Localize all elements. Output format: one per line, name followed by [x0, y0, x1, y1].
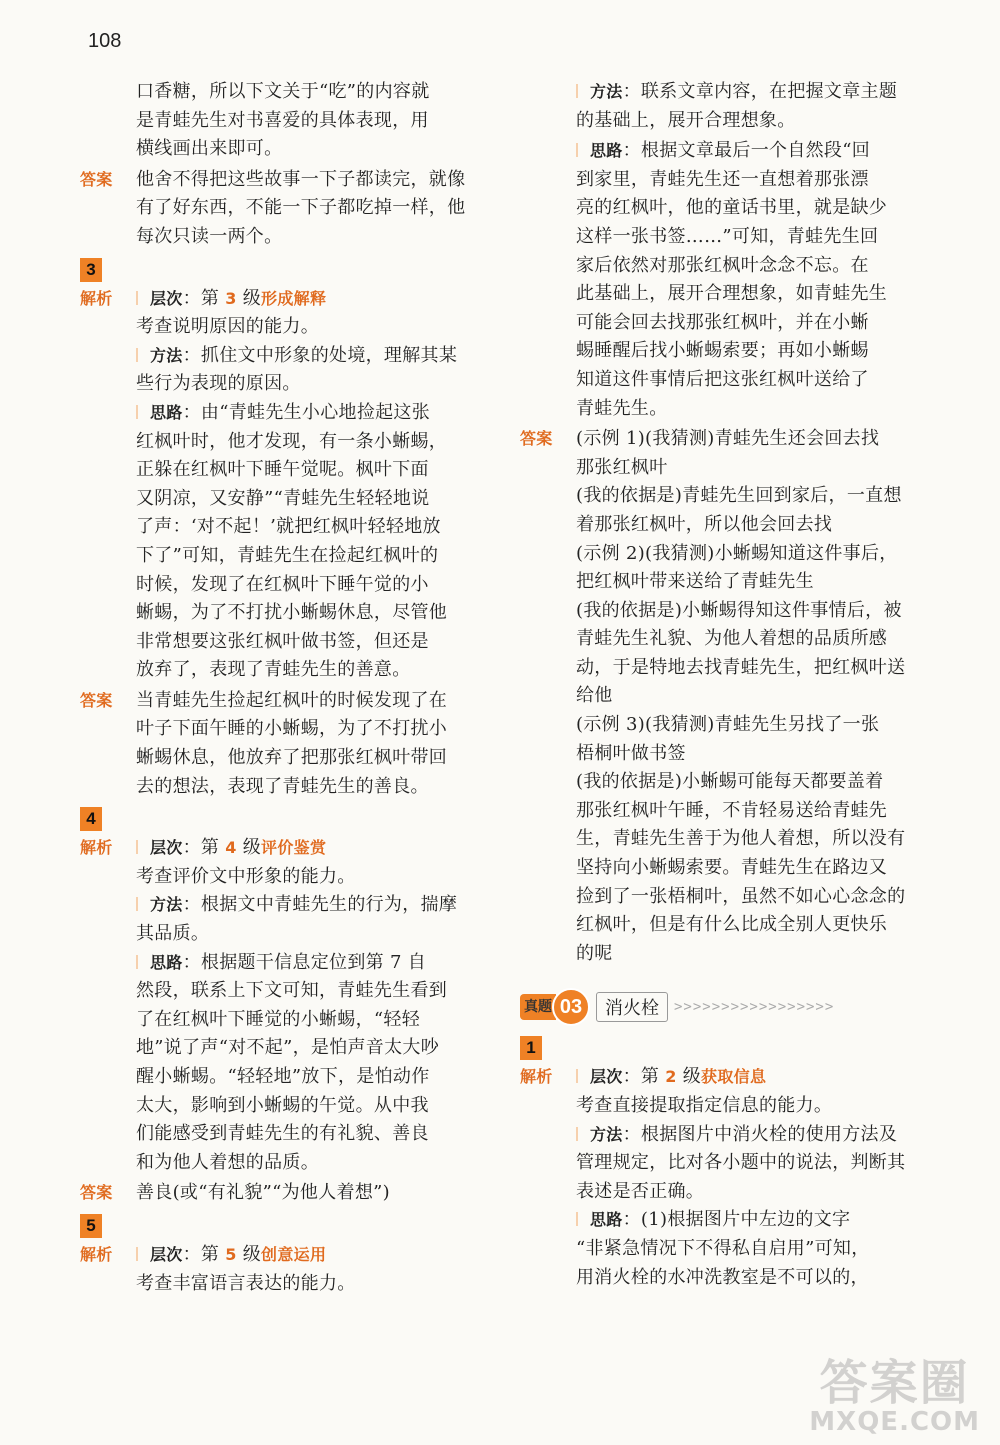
section-header: [520, 990, 930, 1024]
analysis-label: 解析: [80, 838, 113, 858]
marker-icon: [136, 840, 148, 854]
marker-icon: [576, 84, 588, 98]
answer-q2-examples: 答案 (示例 1)(我猜测)青蛙先生还会回去找 那张红枫叶 (我的依据是)青蛙先生回到家后，一直想 着那张红枫叶，所以他会回去找 (示例 2)(我猜测)小蜥蜴知道这件事后， 把红枫叶带来送给了青蛙先生 (我的依据是)小蜥蜴得知这件事情后，被 青蛙先生礼貌、为他人着想的品质所感 动，于是特地去找青蛙先生，把红枫叶送 给他 (示例 3)(我猜测)青蛙先生另找了一张 梧桐叶做书签 (我的依据是)小蜥蜴可能每天都要盖着 那张红枫叶午睡，不肯轻易送给青蛙先 生，青蛙先生善于为他人着想，所以没有 坚持向小蜥蜴索要。青蛙先生在路边又 捡到了一张梧桐叶，虽然不如心心念念的 红枫叶，但是有什么比成全别人更快乐 的呢: [520, 425, 930, 968]
question-number-1: 1: [520, 1036, 542, 1060]
analysis-q4: 解析 层次：第 4 级评价鉴赏 考查评价文中形象的能力。 方法：根据文中青蛙先生的行为，揣摩 其品质。 思路：根据题干信息定位到第 7 自 然段，联系上下文可知，青蛙先生看到 了在红枫叶下睡觉的小蜥蜴，“轻轻 地”说了声“对不起”，是怕声音太大吵 醒小蜥蜴。“轻轻地”放下，是怕动作 太大，影响到小蜥蜴的午觉。从中我 们能感受到青蛙先生的有礼貌、善良 和为他人着想的品质。: [80, 834, 490, 1177]
section-title: 消火栓: [596, 992, 668, 1022]
analysis-q3: 解析 层次：第 3 级形成解释 考查说明原因的能力。 方法：抓住文中形象的处境，理解其某 些行为表现的原因。 思路：由“青蛙先生小心地捡起这张 红枫叶时，他才发现，有一条小蜥蜴， 正躲在红枫叶下睡午觉呢。枫叶下面 又阴凉，又安静”“青蛙先生轻轻地说 了声：‘对不起！’就把红枫叶轻轻地放 下了”可知，青蛙先生在捡起红枫叶的 时候，发现了在红枫叶下睡午觉的小 蜥蜴，为了不打扰小蜥蜴休息，尽管他 非常想要这张红枫叶做书签，但还是 放弃了，表现了青蛙先生的善意。: [80, 285, 490, 685]
arrow-chevrons-icon: >>>>>>>>>>>>>>>>>: [674, 999, 835, 1016]
analysis-label: 解析: [80, 288, 113, 308]
analysis-q5: 解析 层次：第 5 级创意运用 考查丰富语言表达的能力。: [80, 1241, 490, 1298]
question-number-5: 5: [80, 1214, 102, 1238]
answer-q4: 答案 善良(或“有礼貌”“为他人着想”): [80, 1179, 490, 1208]
page-number: 108: [88, 30, 122, 52]
marker-icon: [576, 1212, 588, 1226]
marker-icon: [136, 348, 148, 362]
answer-label: 答案: [520, 429, 553, 449]
marker-icon: [576, 1069, 588, 1083]
analysis-label: 解析: [520, 1067, 553, 1087]
answer-label: 答案: [80, 690, 113, 710]
answer-q3: 答案 当青蛙先生捡起红枫叶的时候发现了在 叶子下面午睡的小蜥蜴，为了不打扰小 蜥蜴休息，他放弃了把那张红枫叶带回 去的想法，表现了青蛙先生的善良。: [80, 687, 490, 801]
marker-icon: [136, 405, 148, 419]
right-column: [520, 78, 930, 1294]
analysis-label: 解析: [80, 1244, 113, 1264]
marker-icon: [136, 1247, 148, 1261]
thought-q2: 思路：根据文章最后一个自然段“回 到家里，青蛙先生还一直想着那张漂 亮的红枫叶，他的童话书里，就是缺少 这样一张书签……”可知，青蛙先生回 家后依然对那张红枫叶念念不忘。在 此基础上，展开合理想象，如青蛙先生 可能会回去找那张红枫叶，并在小蜥 蜴睡醒后找小蜥蜴索要；再如小蜥蜴 知道这件事情后把这张红枫叶送给了 青蛙先生。: [576, 140, 888, 419]
question-number-3: 3: [80, 258, 102, 282]
marker-icon: [576, 143, 588, 157]
question-number-4: 4: [80, 807, 102, 831]
left-column: [80, 78, 490, 1300]
method-q2: 方法：联系文章内容，在把握文章主题 的基础上，展开合理想象。: [576, 81, 898, 131]
answer-q2: 答案 他舍不得把这些故事一下子都读完，就像 有了好东西，不能一下子都吃掉一样，他 每次只读一两个。: [80, 166, 490, 252]
section-number: 03: [552, 988, 590, 1026]
section-badge: 真题: [520, 994, 556, 1020]
answer-label: 答案: [80, 169, 113, 189]
intro-text: 口香糖，所以下文关于“吃”的内容就 是青蛙先生对书喜爱的具体表现，用 横线画出来即可。: [136, 81, 430, 160]
marker-icon: [576, 1127, 588, 1141]
analysis-q1: 解析 层次：第 2 级获取信息 考查直接提取指定信息的能力。 方法：根据图片中消火栓的使用方法及 管理规定，比对各小题中的说法，判断其 表述是否正确。 思路：(1)根据图片中左边的文字 “非紧急情况下不得私自启用”可知， 用消火栓的水冲洗教室是不可以的，: [520, 1063, 930, 1292]
answer-label: 答案: [80, 1183, 113, 1203]
watermark-logo: 答案圈 MXQE.COM: [809, 1355, 980, 1437]
marker-icon: [136, 955, 148, 969]
marker-icon: [136, 291, 148, 305]
marker-icon: [136, 897, 148, 911]
